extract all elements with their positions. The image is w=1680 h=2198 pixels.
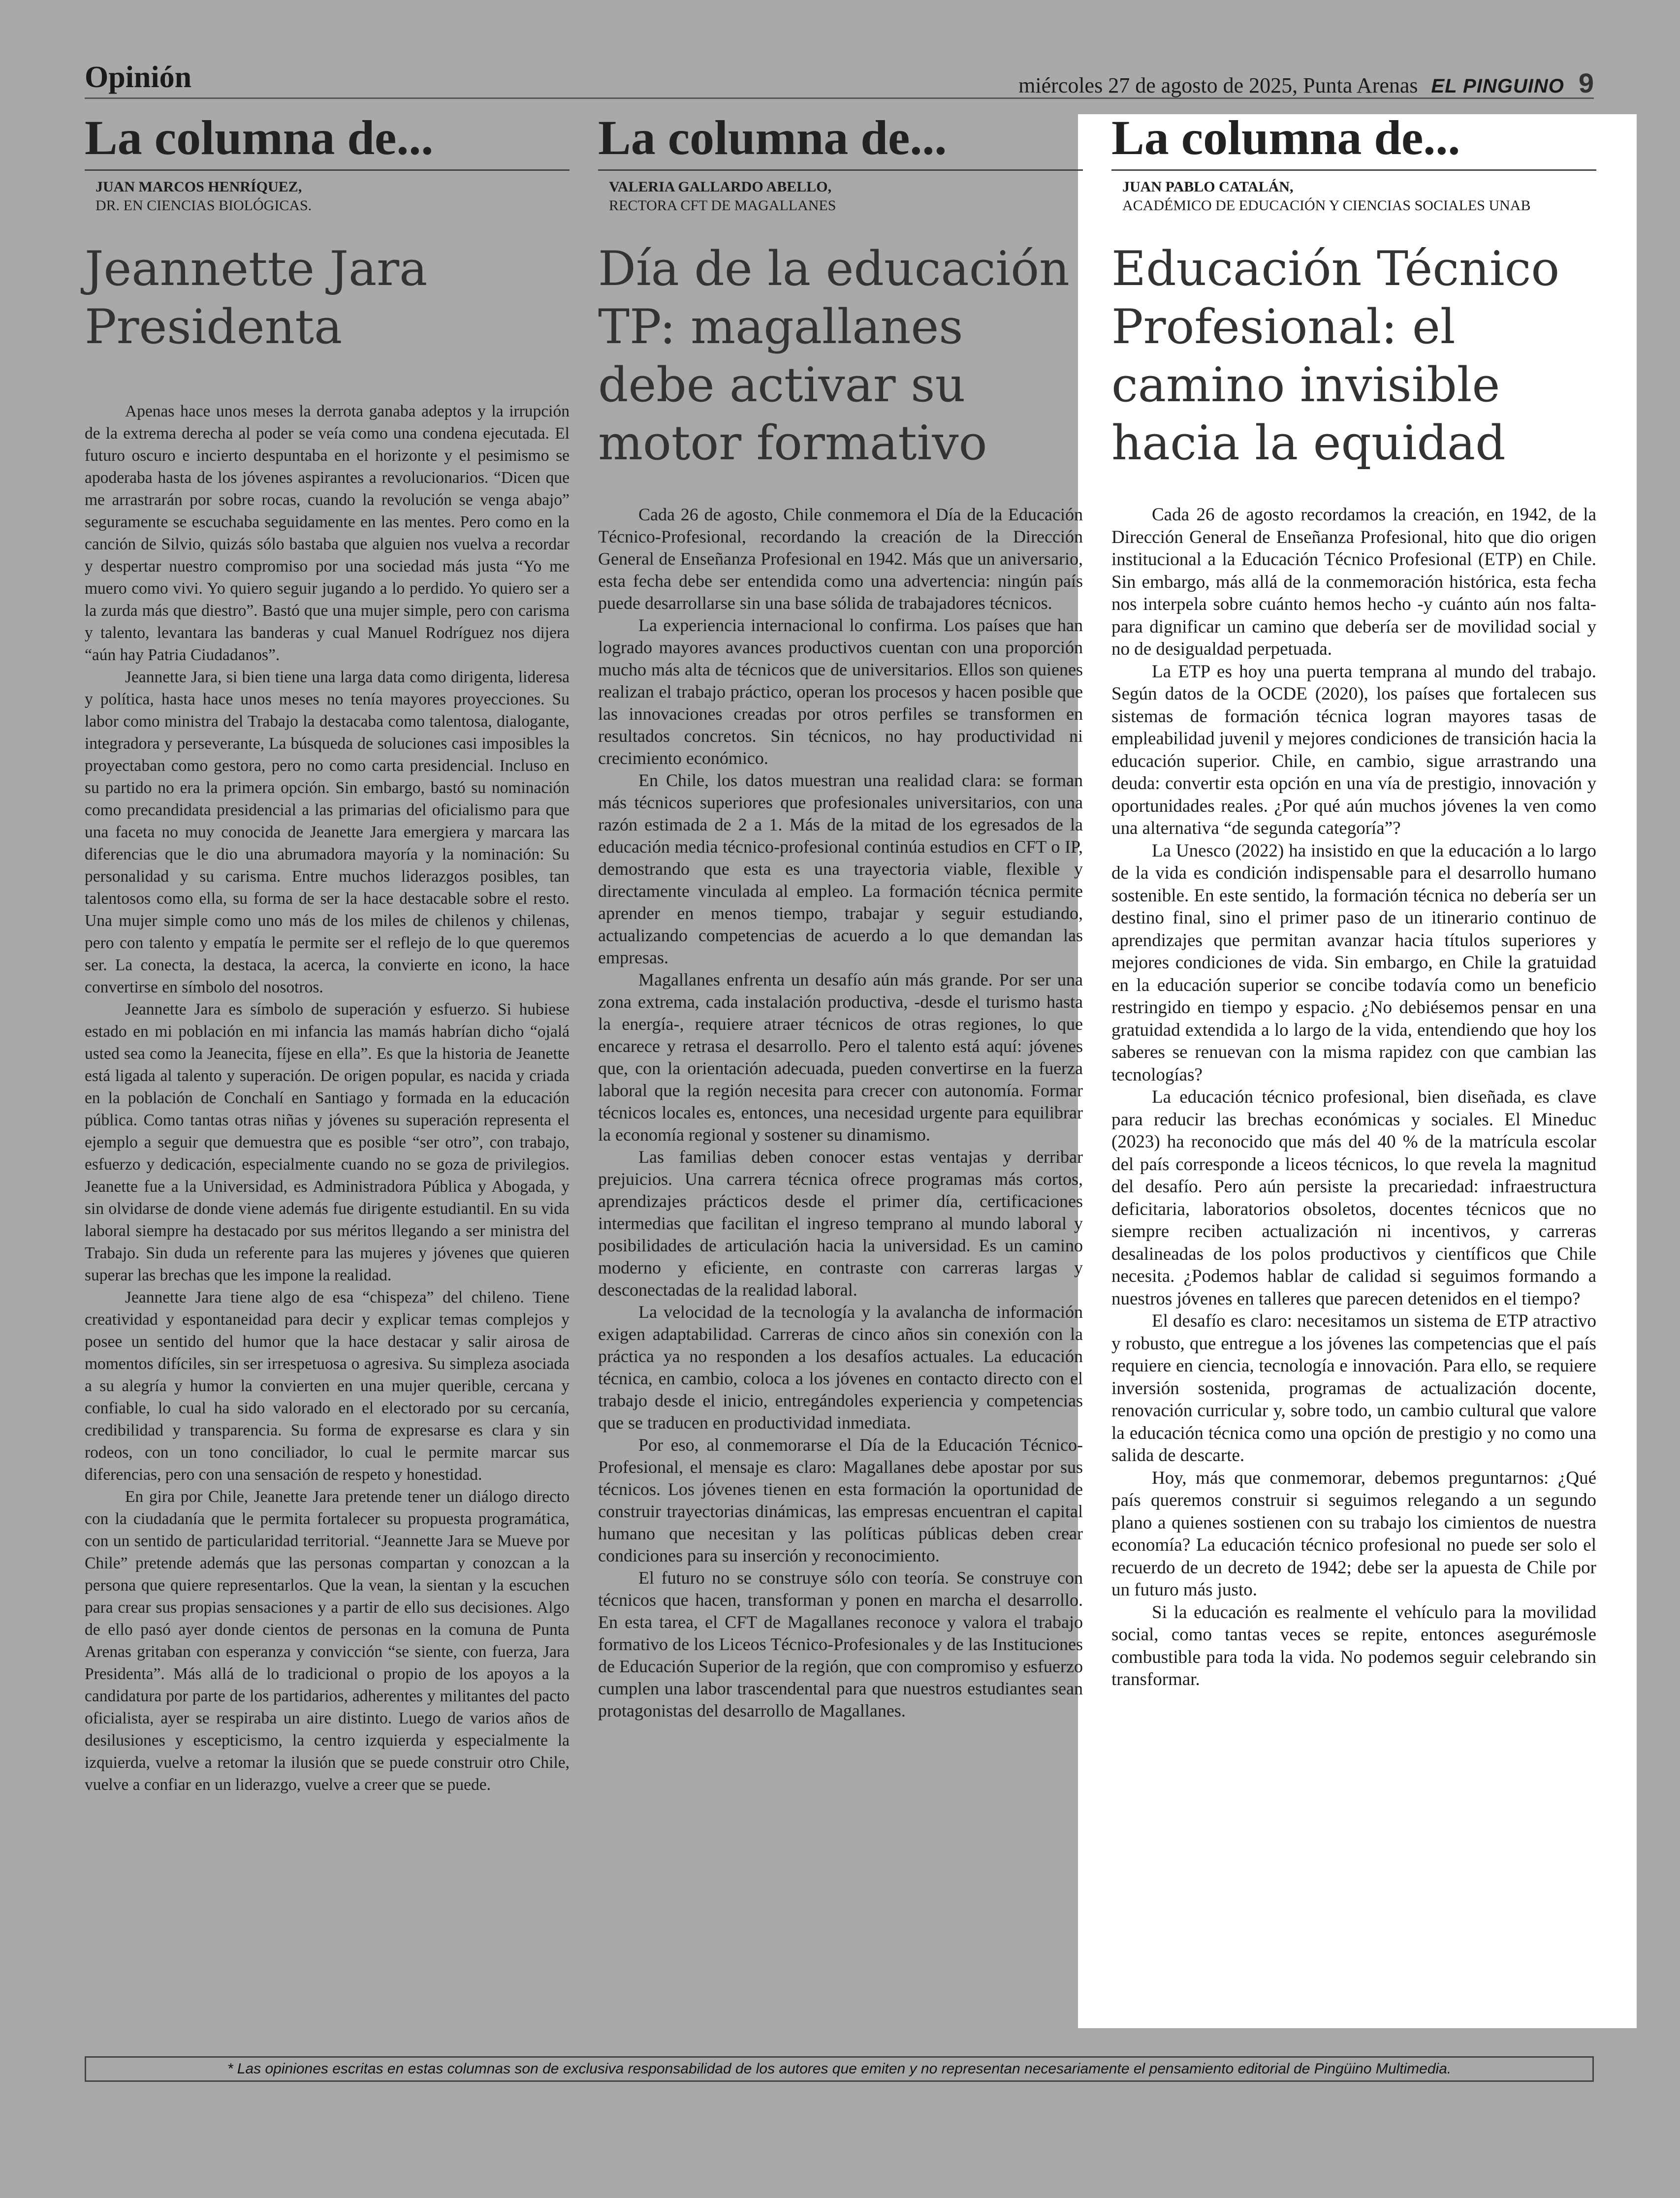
author-title: DR. EN CIENCIAS BIOLÓGICAS. [95, 197, 312, 214]
article-headline: Educación Técnico Profesional: el camino invisible hacia la equidad [1111, 241, 1560, 471]
author-byline [95, 178, 570, 215]
date-place: miércoles 27 de agosto de 2025, Punta Arenas [1018, 73, 1418, 97]
author-byline [1122, 178, 1596, 215]
paragraph: Jeannette Jara es símbolo de superación y esfuerzo. Si hubiese estado en mi población en mi infancia las mamás habrían dicho “ojalá usted sea como la Jeanecita, fíjese en ella”. Es que la historia de Jeanette está ligada al talento y superación. De origen popular, es nacida y criada en la población de Conchalí en Santiago y formada en la educación pública. Como tantas otras niñas y jóvenes su superación representa el ejemplo a seguir que demuestra que es posible “ser otro”, con trabajo, esfuerzo y dedicación, especialmente cuando no se goza de privilegios. Jeanette fue a la Universidad, es Administradora Pública y Abogada, y sin olvidarse de donde viene además fue dirigente estudiantil. En su vida laboral siempre ha destacado por sus méritos llegando a ser ministra del Trabajo. Sin duda un referente para las mujeres y jóvenes que quieren superar las brechas que les impone la realidad. [85, 1000, 570, 1284]
paragraph: Jeannette Jara, si bien tiene una larga data como dirigenta, lideresa y política, hasta hace unos meses no tenía mayores proyecciones. Su labor como ministra del Trabajo la destacaba como talentosa, dialogante, integradora y perseverante, La búsqueda de soluciones casi imposibles la proyectaban como gestora, pero no como carta presidencial. Incluso en su partido no era la primera opción. Sin embargo, bastó su nominación como precandidata presidencial a las primarias del oficialismo para que una faceta no muy conocida de Jeanette Jara emergiera y marcara las diferencias que le dio una abrumadora mayoría y la nominación: Su personalidad y su carisma. Entre muchos liderazgos posibles, tan talentosos como ella, su forma de ser la hace destacable sobre el resto. Una mujer simple como uno más de los miles de chilenos y chilenas, pero con talento y empatía le permite ser el reflejo de lo que queremos ser. La conecta, la destaca, la acerca, la convierte en icono, la hace convertirse en símbolo del nosotros. [85, 668, 570, 996]
column-kicker: La columna de... [598, 113, 1083, 171]
paragraph: Por eso, al conmemorarse el Día de la Educación Técnico-Profesional, el mensaje es claro: Magallanes debe apostar por sus técnicos. Los jóvenes tienen en esta formación la oportunidad de construir trayectorias dinámicas, las empresas encuentran el capital humano que necesitan y las políticas públicas deben crear condiciones para su inserción y reconocimiento. [598, 1435, 1083, 1565]
article-body [85, 400, 570, 1796]
paragraph: Cada 26 de agosto, Chile conmemora el Día de la Educación Técnico-Profesional, recordando la creación de la Dirección General de Enseñanza Profesional en 1942. Más que un aniversario, esta fecha debe ser entendida como una advertencia: ningún país puede desarrollarse sin una base sólida de trabajadores técnicos. [598, 505, 1083, 613]
author-byline [609, 178, 1083, 215]
paragraph: La velocidad de la tecnología y la avalancha de información exigen adaptabilidad. Carreras de cinco años sin conexión con la práctica ya no responden a los desafíos actuales. La educación técnica, en cambio, coloca a los jóvenes en contacto directo con el trabajo desde el inicio, entregándoles experiencia y competencias que se traducen en productividad inmediata. [598, 1302, 1083, 1433]
paragraph: Magallanes enfrenta un desafío aún más grande. Por ser una zona extrema, cada instalación productiva, -desde el turismo hasta la energía-, requiere atraer técnicos de otras regiones, lo que encarece y retrasa el desarrollo. Pero el talento está aquí: jóvenes que, con la orientación adecuada, pueden convertirse en la fuerza laboral que la región necesita para crecer con autonomía. Formar técnicos locales es, entonces, una necesidad urgente para equilibrar la economía regional y sostener su dinamismo. [598, 970, 1083, 1145]
paragraph: En gira por Chile, Jeanette Jara pretende tener un diálogo directo con la ciudadanía que le permita fortalecer su propuesta programática, con un sentido de particularidad territorial. “Jeannette Jara se Mueve por Chile” pretende además que las personas compartan y conozcan a la persona que quiere representarlos. Que la vean, la sientan y la escuchen para crear sus propias sensaciones y a partir de ello sus decisiones. Algo de ello pasó ayer donde cientos de personas en la comuna de Punta Arenas gritaban con esperanza y convicción “se siente, con fuerza, Jara Presidenta”. Más allá de lo tradicional o propio de los apoyos a la candidatura por parte de los partidarios, adherentes y militantes del pacto oficialista, ayer se respiraba un aire distinto. Luego de varios años de desilusiones y escepticismo, la centro izquierda y especialmente la izquierda, vuelve a retomar la ilusión que se puede construir otro Chile, vuelve a confiar en un liderazgo, vuelve a creer que se puede. [85, 1488, 570, 1794]
opinion-column-1 [85, 110, 570, 1796]
paragraph: La ETP es hoy una puerta temprana al mundo del trabajo. Según datos de la OCDE (2020), los países que fortalecen sus sistemas de formación técnica logran mayores tasas de empleabilidad juvenil y mejores condiciones de transición hacia la educación superior. Chile, en cambio, sigue arrastrando una deuda: convertir esta opción en una vía de prestigio, innovación y oportunidades reales. ¿Por qué aún muchos jóvenes la ven como una alternativa “de segunda categoría”? [1111, 661, 1596, 838]
article-body [1111, 504, 1596, 1691]
author-name: VALERIA GALLARDO ABELLO, [609, 179, 832, 195]
paragraph: Hoy, más que conmemorar, debemos preguntarnos: ¿Qué país queremos construir si seguimos relegando a un segundo plano a quienes sostienen con su trabajo los cimientos de nuestra economía? La educación técnico profesional no puede ser solo el recuerdo de un decreto de 1942; debe ser la apuesta de Chile por un futuro más justo. [1111, 1467, 1596, 1600]
paragraph: Cada 26 de agosto recordamos la creación, en 1942, de la Dirección General de Enseñanza Profesional, hito que dio origen institucional a la Educación Técnico Profesional (ETP) en Chile. Sin embargo, más allá de la conmemoración histórica, esta fecha nos interpela sobre cuánto hemos hecho -y cuánto aún nos falta- para dignificar un camino que debería ser de movilidad social y no de desigualdad perpetuada. [1111, 505, 1596, 659]
article-headline: Día de la educación TP: magallanes debe activar su motor formativo [598, 241, 1070, 471]
author-name: JUAN PABLO CATALÁN, [1122, 179, 1294, 195]
newspaper-name: EL PINGUINO [1431, 75, 1564, 97]
paragraph: La educación técnico profesional, bien diseñada, es clave para reducir las brechas económicas y sociales. El Mineduc (2023) ha reconocido que más del 40 % de la matrícula escolar del país corresponde a liceos técnicos, lo que revela la magnitud del desafío. Pero aún persiste la precariedad: infraestructura deficitaria, laboratorios obsoletos, docentes técnicos que no siempre reciben actualización ni incentivos, y carreras desalineadas de los polos productivos y científicos que Chile necesita. ¿Podemos hablar de calidad si seguimos formando a nuestros jóvenes en talleres que parecen detenidos en el tiempo? [1111, 1087, 1596, 1309]
author-title: ACADÉMICO DE EDUCACIÓN Y CIENCIAS SOCIALES UNAB [1122, 197, 1531, 214]
paragraph: La Unesco (2022) ha insistido en que la educación a lo largo de la vida es condición indispensable para el desarrollo humano sostenible. En este sentido, la formación técnica no debería ser un destino final, sino el primer paso de un itinerario continuo de aprendizajes que permitan avanzar hacia títulos superiores y mejores condiciones de vida. Sin embargo, en Chile la gratuidad en la educación superior se concibe todavía como un beneficio restringido en tiempo y espacio. ¿No debiésemos pensar en una gratuidad extendida a lo largo de la vida, entendiendo que hoy los saberes se renuevan con la misma rapidez con que cambian las tecnologías? [1111, 840, 1596, 1085]
column-kicker: La columna de... [1111, 113, 1596, 171]
opinion-column-2 [598, 110, 1083, 1722]
footer-disclaimer: * Las opiniones escritas en estas columnas son de exclusiva responsabilidad de los autores que emiten y no representan necesariamente el pensamiento editorial de Pingüino Multimedia. [85, 2056, 1594, 2082]
paragraph: El futuro no se construye sólo con teoría. Se construye con técnicos que hacen, transforman y ponen en marcha el desarrollo. En esta tarea, el CFT de Magallanes reconoce y valora el trabajo formativo de los Liceos Técnico-Profesionales y de las Instituciones de Educación Superior de la región, que con compromiso y esfuerzo cumplen una labor trascendental para que nuestros estudiantes sean protagonistas del desarrollo de Magallanes. [598, 1568, 1083, 1720]
article-body [598, 504, 1083, 1722]
paragraph: La experiencia internacional lo confirma. Los países que han logrado mayores avances productivos cuentan con una proporción mucho más alta de técnicos que de universitarios. Ellos son quienes realizan el trabajo práctico, operan los procesos y hacen posible que las innovaciones creadas por otros perfiles se transformen en resultados concretos. Sin técnicos, no hay productividad ni crecimiento económico. [598, 615, 1083, 768]
article-headline: Jeannette Jara Presidenta [85, 241, 428, 354]
paragraph: Si la educación es realmente el vehículo para la movilidad social, como tantas veces se repite, entonces asegurémosle combustible para toda la vida. No podemos seguir celebrando sin transformar. [1111, 1602, 1596, 1689]
column-kicker: La columna de... [85, 113, 570, 171]
paragraph: Apenas hace unos meses la derrota ganaba adeptos y la irrupción de la extrema derecha al poder se veía como una condena ejecutada. El futuro oscuro e incierto despuntaba en el horizonte y el pesimismo se apoderaba hasta de los jóvenes aspirantes a revolucionarios. “Dicen que me arrastrarán por sobre rocas, cuando la revolución se venga abajo” seguramente se escuchaba seguidamente en las mentes. Pero como en la canción de Silvio, quizás sólo bastaba que alguien nos vuelva a recordar y despertar nuestro compromiso por una sociedad más justa “Yo me muero como vivi. Yo quiero seguir jugando a lo perdido. Yo quiero ser a la zurda más que diestro”. Bastó que una mujer simple, pero con carisma y talento, levantara las banderas y cual Manuel Rodríguez nos dijera “aún hay Patria Ciudadanos”. [85, 402, 570, 664]
paragraph: Las familias deben conocer estas ventajas y derribar prejuicios. Una carrera técnica ofrece programas más cortos, aprendizajes prácticos desde el primer día, certificaciones intermedias que facilitan el ingreso temprano al mundo laboral y posibilidades de articulación hacia la universidad. Es un camino moderno y eficiente, en contraste con carreras largas y desconectadas de la realidad laboral. [598, 1147, 1083, 1300]
paragraph: El desafío es claro: necesitamos un sistema de ETP atractivo y robusto, que entregue a los jóvenes las competencias que el país requiere en ciencia, tecnología e innovación. Para ello, se requiere inversión sostenida, programas de actualización docente, renovación curricular y, sobre todo, un cambio cultural que valore la educación técnica como una opción de prestigio y no como una salida de descarte. [1111, 1311, 1596, 1465]
paragraph: En Chile, los datos muestran una realidad clara: se forman más técnicos superiores que profesionales universitarios, con una razón estimada de 2 a 1. Más de la mitad de los egresados de la educación media técnico-profesional continúa estudios en CFT o IP, demostrando que esta es una trayectoria viable, flexible y directamente vinculada al empleo. La formación técnica permite aprender en menos tiempo, trabajar y seguir estudiando, actualizando competencias de acuerdo a lo que demandan las empresas. [598, 770, 1083, 967]
page-header [85, 58, 1594, 99]
page-number: 9 [1578, 67, 1594, 98]
section-title: Opinión [85, 61, 192, 94]
paragraph: Jeannette Jara tiene algo de esa “chispeza” del chileno. Tiene creatividad y espontaneidad para decir y explicar temas complejos y posee un sentido del humor que la hace destacar y salir airosa de momentos difíciles, sin ser irrespetuosa o agresiva. Su simpleza asociada a su alegría y humor la convierten en una mujer querible, cercana y confiable, lo cual ha sido valorado en el electorado por su cercanía, credibilidad y transparencia. Su forma de expresarse es clara y sin rodeos, con un tono conciliador, lo cual le permite marcar sus diferencias, pero con una sensación de respeto y honestidad. [85, 1288, 570, 1484]
author-title: RECTORA CFT DE MAGALLANES [609, 197, 836, 214]
author-name: JUAN MARCOS HENRÍQUEZ, [95, 179, 302, 195]
opinion-column-3 [1111, 110, 1596, 1691]
dateline [1018, 67, 1594, 99]
